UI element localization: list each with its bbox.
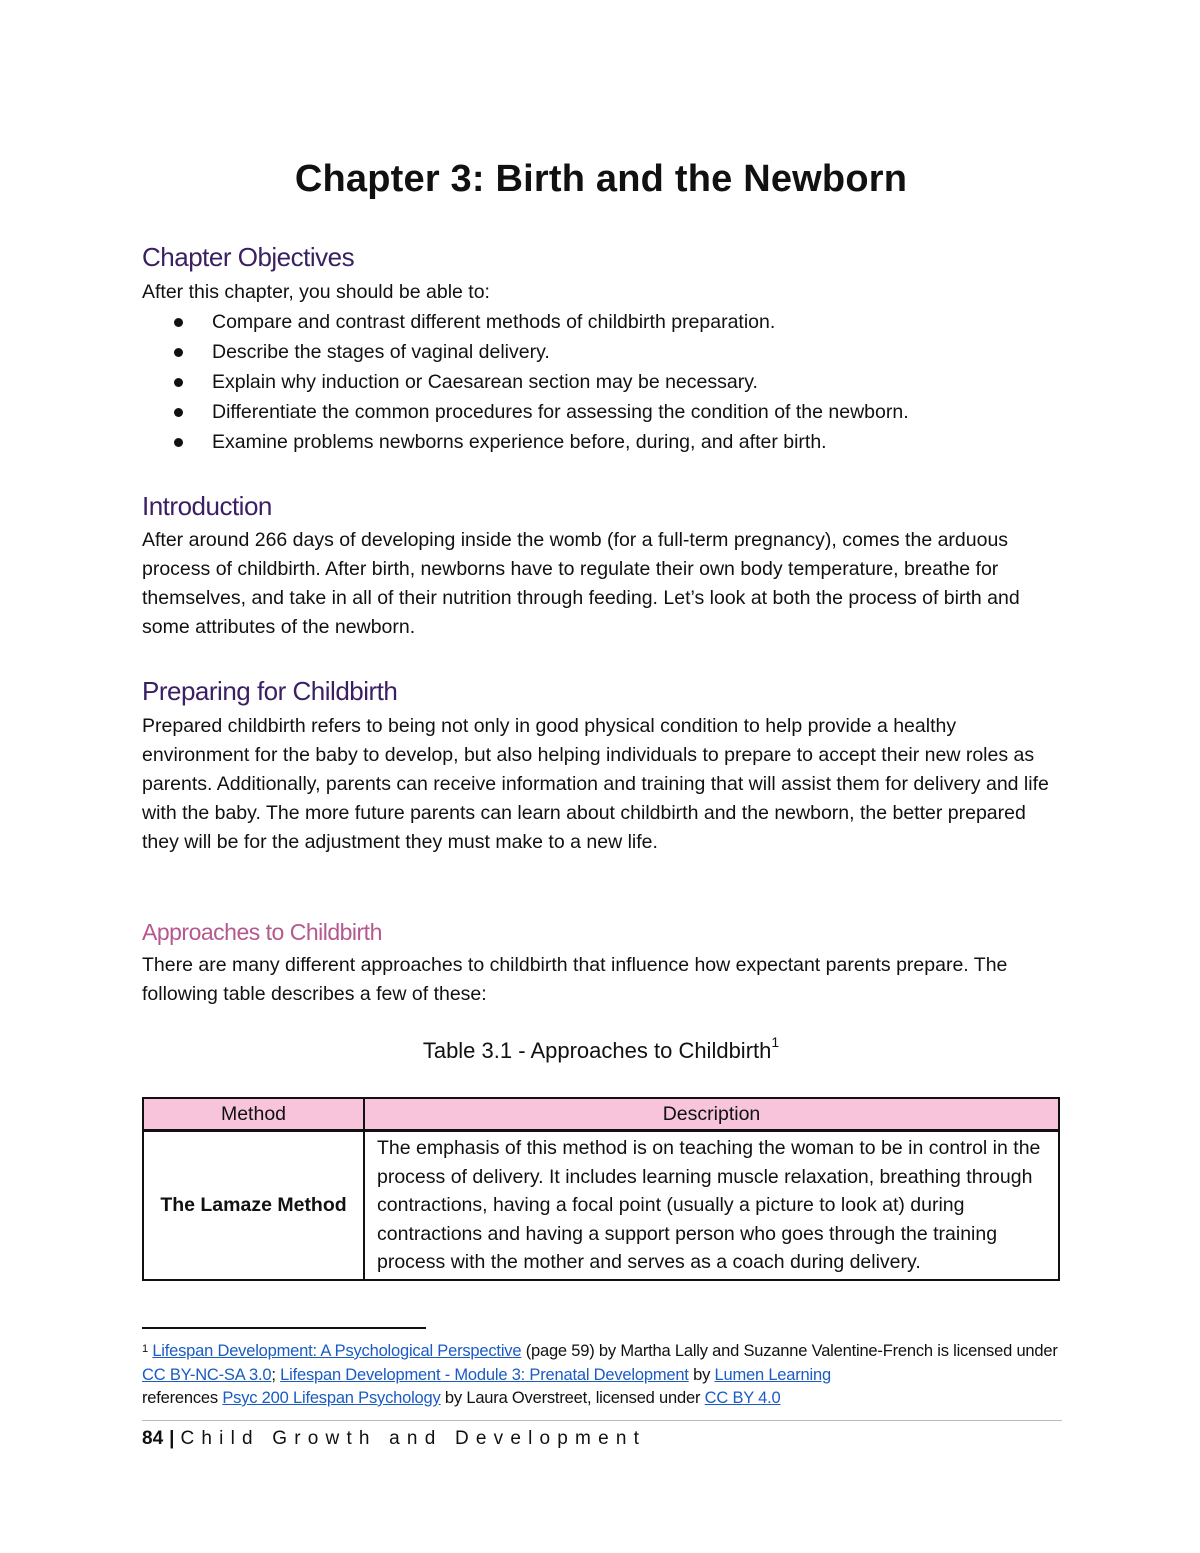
objectives-heading: Chapter Objectives xyxy=(142,242,355,272)
list-item xyxy=(142,397,909,427)
objective-text: Differentiate the common procedures for assessing the condition of the newborn. xyxy=(212,401,909,423)
table-row xyxy=(143,1131,1059,1280)
footnote-text: references xyxy=(142,1389,223,1407)
footer-separator: | xyxy=(169,1428,175,1449)
objective-text: Examine problems newborns experience before, during, and after birth. xyxy=(212,431,827,453)
list-item xyxy=(142,307,909,337)
approaches-heading: Approaches to Childbirth xyxy=(142,919,382,945)
introduction-heading: Introduction xyxy=(142,491,272,521)
footnote-link-psyc-200[interactable]: Psyc 200 Lifespan Psychology xyxy=(222,1389,441,1407)
table-header-row xyxy=(143,1098,1059,1131)
preparing-body: Prepared childbirth refers to being not only in good physical condition to help provide a healthy environment for the baby to develop, but also helping individuals to prepare to accept their new roles as parents. Additionally, parents can receive information and training that will assist them for delivery and life with the baby. The more future parents can learn about childbirth and the newborn, the better prepared they will be for the adjustment they must make to a new life. xyxy=(142,715,1049,853)
footnote-link-lifespan-development[interactable]: Lifespan Development: A Psychological Perspective xyxy=(152,1342,522,1360)
footnote-link-lumen-learning[interactable]: Lumen Learning xyxy=(714,1365,831,1384)
table-caption-text: Table 3.1 - Approaches to Childbirth xyxy=(422,1038,772,1063)
approaches-table xyxy=(142,1097,1060,1281)
footnote-number: 1 xyxy=(142,1343,148,1355)
footnote-link-cc-by-nc-sa[interactable]: CC BY-NC-SA 3.0 xyxy=(142,1365,272,1384)
objective-text: Explain why induction or Caesarean section may be necessary. xyxy=(212,371,758,393)
objectives-list xyxy=(142,307,909,457)
objectives-lead: After this chapter, you should be able to: xyxy=(142,281,490,303)
bullet-icon xyxy=(174,438,183,447)
table-caption xyxy=(142,1034,1060,1064)
objective-text: Compare and contrast different methods of childbirth preparation. xyxy=(212,311,776,333)
page-footer xyxy=(142,1428,646,1450)
objective-text: Describe the stages of vaginal delivery. xyxy=(212,341,550,363)
footnote-link-cc-by-4[interactable]: CC BY 4.0 xyxy=(704,1389,781,1407)
list-item xyxy=(142,367,909,397)
chapter-title: Chapter 3: Birth and the Newborn xyxy=(294,158,908,200)
method-cell: The Lamaze Method xyxy=(143,1131,364,1280)
bullet-icon xyxy=(174,408,183,417)
footnote xyxy=(142,1340,1060,1411)
footer-divider xyxy=(142,1420,1062,1421)
bullet-icon xyxy=(174,378,183,387)
footnote-text: (page 59) by Martha Lally and Suzanne Valentine-French is licensed under xyxy=(521,1342,1058,1360)
footnote-text: by xyxy=(688,1365,715,1384)
column-header-method: Method xyxy=(143,1098,364,1131)
book-title: Child Growth and Development xyxy=(180,1428,647,1449)
introduction-body: After around 266 days of developing inside the womb (for a full-term pregnancy), comes the arduous process of childbirth. After birth, newborns have to regulate their own body temperature, breathe for themselves, and take in all of their nutrition through feeding. Let’s look at both the process of birth and some attributes of the newborn. xyxy=(142,529,1020,638)
column-header-description: Description xyxy=(364,1098,1059,1131)
list-item xyxy=(142,337,909,367)
list-item xyxy=(142,427,909,457)
page-number: 84 xyxy=(142,1428,164,1449)
footnote-marker[interactable]: 1 xyxy=(771,1034,780,1050)
approaches-body: There are many different approaches to childbirth that influence how expectant parents prepare. The following table describes a few of these: xyxy=(142,954,1008,1005)
footnote-link-module-3[interactable]: Lifespan Development - Module 3: Prenatal Development xyxy=(280,1365,689,1384)
footnote-text: ; xyxy=(271,1365,281,1384)
description-cell: The emphasis of this method is on teaching the woman to be in control in the process of delivery. It includes learning muscle relaxation, breathing through contractions, having a focal point (usually a picture to look at) during contractions and having a support person who goes through the training process with the mother and serves as a coach during delivery. xyxy=(364,1131,1059,1280)
bullet-icon xyxy=(174,318,183,327)
preparing-heading: Preparing for Childbirth xyxy=(142,676,398,706)
bullet-icon xyxy=(174,348,183,357)
footnote-text: by Laura Overstreet, licensed under xyxy=(440,1389,705,1407)
footnote-separator xyxy=(142,1327,426,1329)
